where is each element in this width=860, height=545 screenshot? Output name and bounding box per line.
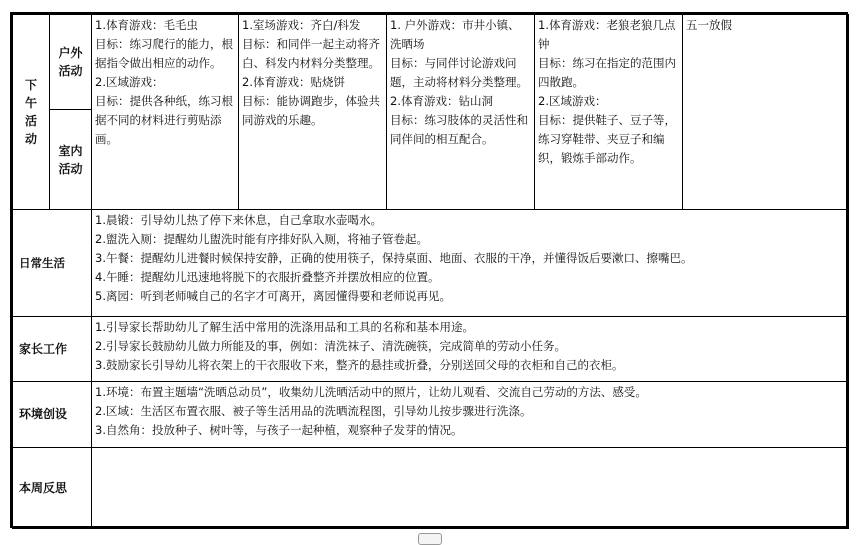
parents-label: 家长工作 [19, 341, 68, 356]
reflection-row [13, 448, 849, 529]
environment-label-cell [13, 382, 92, 448]
parents-item: 3.鼓励家长引导幼儿将衣架上的干衣服收下来，整齐的悬挂或折叠，分别送回父母的衣柜和自己的衣柜。 [95, 358, 624, 372]
day-2-line: 目标：能协调跑步，体验共同游戏的乐趣。 [242, 94, 380, 127]
daily-life-label: 日常生活 [19, 255, 65, 270]
day-4-cell [535, 15, 683, 210]
daily-life-item: 5.离园：听到老师喊自己的名字才可离开，离园懂得要和老师说再见。 [95, 289, 451, 303]
day-1-cell [92, 15, 239, 210]
reflection-label: 本周反思 [19, 480, 68, 495]
day-2-line: 2.体育游戏：贴烧饼 [242, 75, 345, 89]
environment-item: 2.区域：生活区布置衣服、被子等生活用品的洗晒流程图，引导幼儿按步骤进行洗涤。 [95, 404, 532, 418]
parents-row [13, 317, 849, 382]
daily-life-item: 2.盥洗入厕：提醒幼儿盥洗时能有序排好队入厕，将袖子管卷起。 [95, 232, 428, 246]
day-1-line: 2.区域游戏： [95, 75, 164, 89]
parents-content [92, 317, 849, 382]
weekly-plan-sheet [10, 12, 848, 528]
day-2-line: 1.室场游戏：齐白/科发 [242, 18, 361, 32]
indoor-label: 室内活动 [58, 143, 83, 176]
day-2-line: 目标：和同伴一起主动将齐白、科发内材料分类整理。 [242, 37, 380, 70]
afternoon-outdoor-row [13, 15, 849, 110]
environment-content [92, 382, 849, 448]
daily-life-content [92, 210, 849, 317]
page-scroll-marker [418, 533, 442, 545]
day-4-line: 目标：提供鞋子、豆子等，练习穿鞋带、夹豆子和编织，锻炼手部动作。 [538, 113, 676, 165]
environment-row [13, 382, 849, 448]
daily-life-item: 3.午餐：提醒幼儿进餐时候保持安静，正确的使用筷子，保持桌面、地面、衣服的干净，并懂得饭后要漱口、擦嘴巴。 [95, 251, 693, 265]
day-2-cell [239, 15, 387, 210]
indoor-label-cell [50, 110, 92, 210]
weekly-plan-table [12, 14, 849, 529]
outdoor-label-cell [50, 15, 92, 110]
day-4-line: 1.体育游戏：老狼老狼几点钟 [538, 18, 676, 51]
daily-life-row [13, 210, 849, 317]
day-5-cell [683, 15, 849, 210]
outdoor-label: 户外活动 [58, 46, 83, 78]
environment-item: 3.自然角：投放种子、树叶等，与孩子一起种植，观察种子发芽的情况。 [95, 423, 463, 437]
day-3-line: 目标：练习肢体的灵活性和同伴间的相互配合。 [390, 113, 528, 146]
daily-life-label-cell [13, 210, 92, 317]
day-1-line: 目标：提供各种纸，练习根据不同的材料进行剪贴添画。 [95, 94, 233, 146]
day-4-line: 目标：练习在指定的范围内四散跑。 [538, 56, 676, 89]
day-1-line: 1.体育游戏：毛毛虫 [95, 18, 198, 32]
day-4-line: 2.区域游戏： [538, 94, 607, 108]
reflection-content[interactable] [92, 448, 849, 529]
daily-life-item: 4.午睡：提醒幼儿迅速地将脱下的衣服折叠整齐并摆放相应的位置。 [95, 270, 440, 284]
reflection-label-cell [13, 448, 92, 529]
daily-life-item: 1.晨锻：引导幼儿热了停下来休息，自己拿取水壶喝水。 [95, 213, 382, 227]
parents-item: 2.引导家长鼓励幼儿做力所能及的事，例如：清洗袜子、清洗碗筷，完成简单的劳动小任务。 [95, 339, 566, 353]
day-1-line: 目标：练习爬行的能力，根据指令做出相应的动作。 [95, 37, 233, 70]
environment-item: 1.环境：布置主题墙“洗晒总动员”，收集幼儿洗晒活动中的照片，让幼儿观看、交流自己劳动的方法、感受。 [95, 385, 647, 399]
environment-label: 环境创设 [19, 407, 68, 421]
parents-item: 1.引导家长帮助幼儿了解生活中常用的洗涤用品和工具的名称和基本用途。 [95, 320, 474, 334]
day-3-line: 1. 户外游戏：市井小镇、洗晒场 [390, 18, 520, 51]
day-3-line: 目标：与同伴讨论游戏问题，主动将材料分类整理。 [390, 56, 528, 89]
day-3-line: 2.体育游戏：钻山洞 [390, 94, 493, 108]
day-3-cell [387, 15, 535, 210]
parents-label-cell [13, 317, 92, 382]
day-5-line: 五一放假 [686, 18, 732, 32]
afternoon-label: 下午活动 [24, 78, 37, 146]
afternoon-label-cell [13, 15, 50, 210]
